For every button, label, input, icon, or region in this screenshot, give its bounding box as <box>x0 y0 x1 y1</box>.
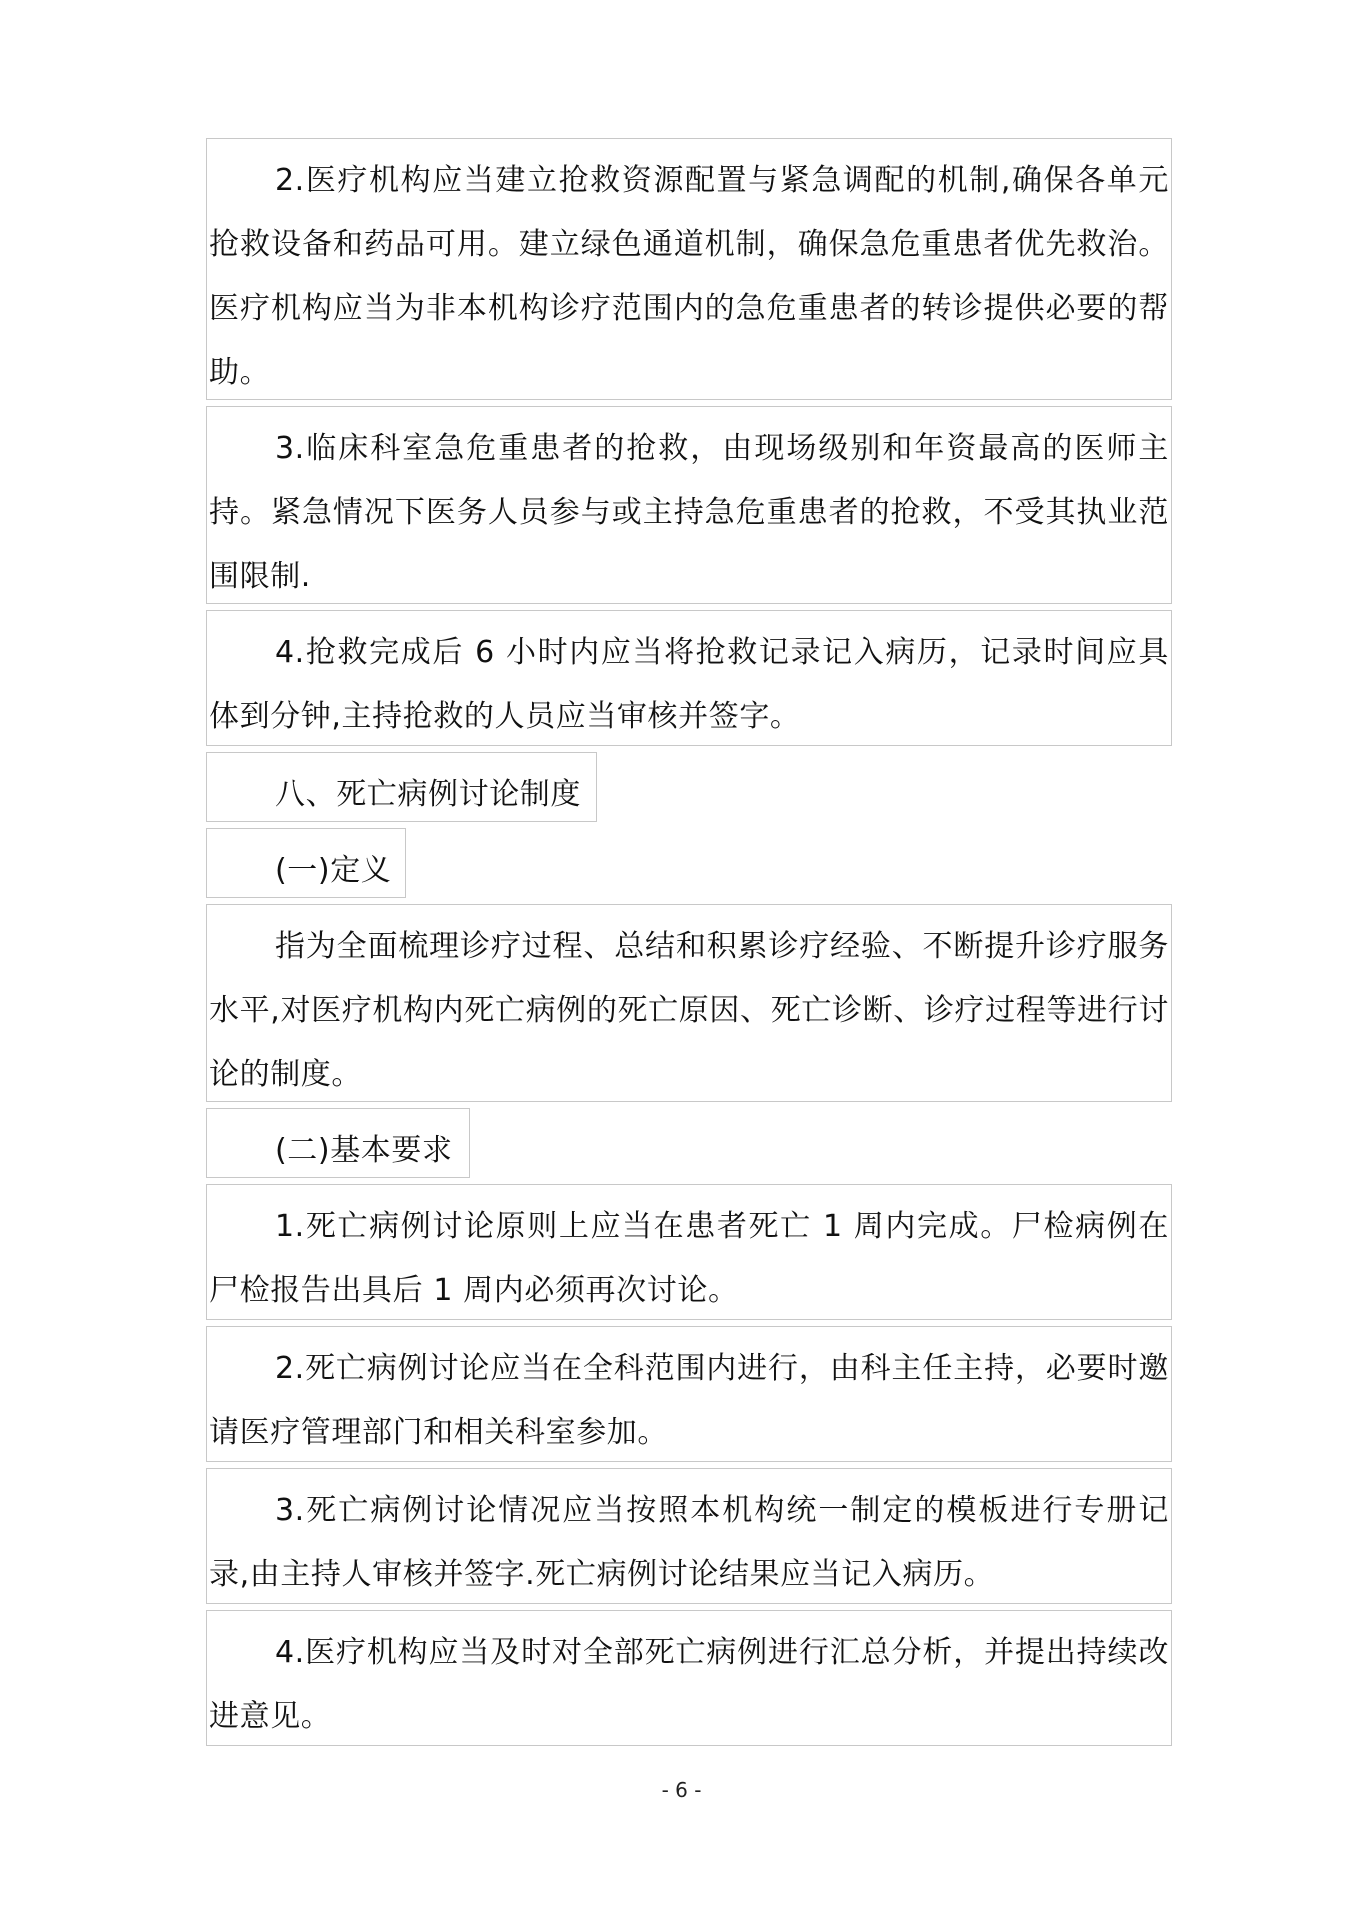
paragraph-requirement-1 <box>206 1184 1172 1320</box>
heading-text: 八、死亡病例讨论制度 <box>275 777 581 812</box>
heading-text: (一)定义 <box>275 853 392 888</box>
paragraph-text: 2.医疗机构应当建立抢救资源配置与紧急调配的机制,确保各单元抢救设备和药品可用。建立绿色通道机制，确保急危重患者优先救治。医疗机构应当为非本机构诊疗范围内的急危重患者的转诊提供必要的帮助。 <box>209 163 1169 390</box>
paragraph-requirement-2 <box>206 1326 1172 1462</box>
paragraph-text: 3.临床科室急危重患者的抢救，由现场级别和年资最高的医师主持。紧急情况下医务人员参与或主持急危重患者的抢救，不受其执业范围限制. <box>209 431 1169 594</box>
paragraph-text: 1.死亡病例讨论原则上应当在患者死亡 1 周内完成。尸检病例在尸检报告出具后 1 周内必须再次讨论。 <box>209 1209 1169 1308</box>
paragraph-requirement-4 <box>206 1610 1172 1746</box>
paragraph-text: 指为全面梳理诊疗过程、总结和积累诊疗经验、不断提升诊疗服务水平,对医疗机构内死亡病例的死亡原因、死亡诊断、诊疗过程等进行讨论的制度。 <box>209 929 1169 1092</box>
paragraph-rescue-leader <box>206 406 1172 604</box>
paragraph-text: 4.医疗机构应当及时对全部死亡病例进行汇总分析，并提出持续改进意见。 <box>209 1635 1169 1734</box>
heading-text: (二)基本要求 <box>275 1133 453 1168</box>
paragraph-definition <box>206 904 1172 1102</box>
paragraph-text: 3.死亡病例讨论情况应当按照本机构统一制定的模板进行专册记录,由主持人审核并签字.死亡病例讨论结果应当记入病历。 <box>209 1493 1169 1592</box>
paragraph-rescue-resources <box>206 138 1172 400</box>
paragraph-text: 2.死亡病例讨论应当在全科范围内进行，由科主任主持，必要时邀请医疗管理部门和相关科室参加。 <box>209 1351 1169 1450</box>
subheading-definition <box>206 828 406 898</box>
subheading-basic-requirements <box>206 1108 470 1178</box>
page-number: - 6 - <box>661 1778 702 1802</box>
paragraph-requirement-3 <box>206 1468 1172 1604</box>
paragraph-rescue-record <box>206 610 1172 746</box>
paragraph-text: 4.抢救完成后 6 小时内应当将抢救记录记入病历，记录时间应具体到分钟,主持抢救的人员应当审核并签字。 <box>209 635 1169 734</box>
section-heading-death-case-discussion <box>206 752 597 822</box>
